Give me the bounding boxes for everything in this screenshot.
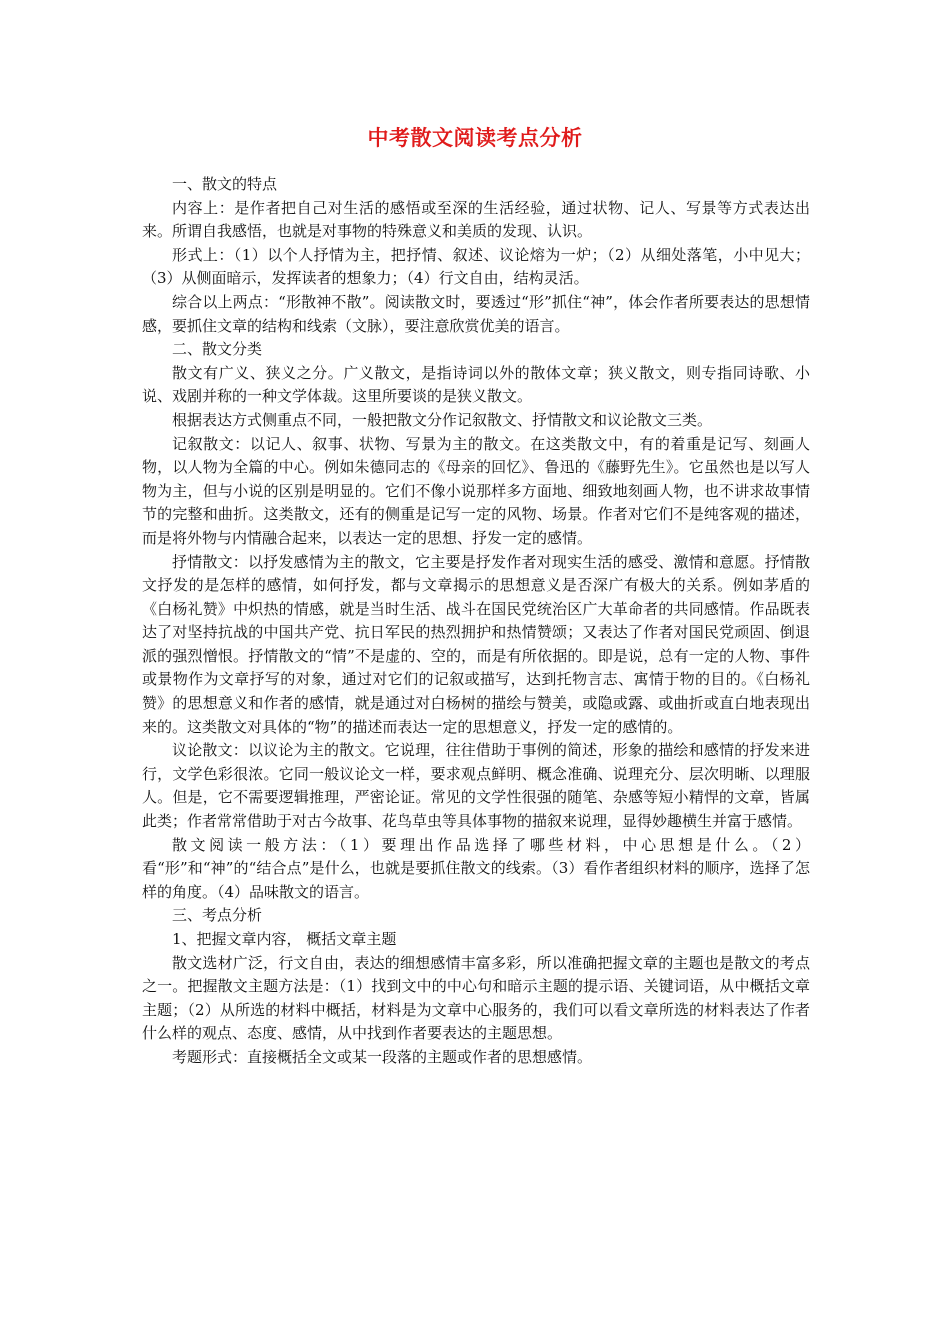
page-title: 中考散文阅读考点分析 <box>367 126 583 150</box>
paragraph-content: 内容上：是作者把自己对生活的感悟或至深的生活经验，通过状物、记人、写景等方式表达出来。所谓自我感悟，也就是对事物的特殊意义和美质的发现、认识。 <box>142 198 810 241</box>
paragraph-form: 形式上：（1）以个人抒情为主，把抒情、叙述、议论熔为一炉；（2）从细处落笔，小中见大；（3）从侧面暗示，发挥读者的想象力；（4）行文自由，结构灵活。 <box>142 245 810 288</box>
paragraph-lyrical-prose: 抒情散文：以抒发感情为主的散文，它主要是抒发作者对现实生活的感受、激情和意愿。抒情散文抒发的是怎样的感情，如何抒发，都与文章揭示的思想意义是否深广有极大的关系。例如茅盾的《白杨礼赞》中炽热的情感，就是当时生活、战斗在国民党统治区广大革命者的共同感情。作品既表达了对坚持抗战的中国共产党、抗日军民的热烈拥护和热情赞颂；又表达了作者对国民党顽固、倒退派的强烈憎恨。抒情散文的“情”不是虚的、空的，而是有所依据的。即是说，总有一定的人物、事件或景物作为文章抒写的对象，通过对它们的记叙或描写，达到托物言志、寓情于物的目的。《白杨礼赞》的思想意义和作者的感情，就是通过对白杨树的描绘与赞美，或隐或露、或曲折或直白地表现出来的。这类散文对具体的“物”的描述而表达一定的思想意义，抒发一定的感情的。 <box>142 552 810 736</box>
document-body <box>142 173 810 1070</box>
paragraph-summary: 综合以上两点：“形散神不散”。阅读散文时，要透过“形”抓住“神”，体会作者所要表达的思想情感，要抓住文章的结构和线索（文脉），要注意欣赏优美的语言。 <box>142 292 810 335</box>
section-heading-features: 一、散文的特点 <box>172 175 278 193</box>
paragraph-three-types: 根据表达方式侧重点不同，一般把散文分作记叙散文、抒情散文和议论散文三类。 <box>172 410 713 429</box>
paragraph-question-form: 考题形式：直接概括全文或某一段落的主题或作者的思想感情。 <box>172 1047 593 1066</box>
paragraph-argumentative-prose: 议论散文：以议论为主的散文。它说理，往往借助于事例的简述，形象的描绘和感情的抒发来进行，文学色彩很浓。它同一般议论文一样，要求观点鲜明、概念准确、说理充分、层次明晰、以理服人。但是，它不需要逻辑推理，严密论证。常见的文学性很强的随笔、杂感等短小精悍的文章，皆属此类；作者常常借助于对古今故事、花鸟草虫等具体事物的描叙来说理，显得妙趣横生并富于感情。 <box>142 741 810 831</box>
paragraph-reading-method: 散文阅读一般方法：（1）要理出作品选择了哪些材料，中心思想是什么。（2）看“形”和“神”的“结合点”是什么，也就是要抓住散文的线索。（3）看作者组织材料的顺序，选择了怎样的角度。（4）品味散文的语言。 <box>142 835 810 901</box>
paragraph-broad-narrow: 散文有广义、狭义之分。广义散文，是指诗词以外的散体文章；狭义散文，则专指同诗歌、小说、戏剧并称的一种文学体裁。这里所要谈的是狭义散文。 <box>142 363 810 406</box>
section-heading-analysis: 三、考点分析 <box>172 906 263 925</box>
subheading-grasp-content: 1、把握文章内容， 概括文章主题 <box>172 930 397 948</box>
paragraph-narrative-prose: 记叙散文：以记人、叙事、状物、写景为主的散文。在这类散文中，有的着重是记写、刻画人物，以人物为全篇的中心。例如朱德同志的《母亲的回忆》、鲁迅的《藤野先生》。它虽然也是以写人物为主，但与小说的区别是明显的。它们不像小说那样多方面地、细致地刻画人物，也不讲求故事情节的完整和曲折。这类散文，还有的侧重是记写一定的风物、场景。作者对它们不是纯客观的描述，而是将外物与内情融合起来，以表达一定的思想、抒发一定的感情。 <box>142 434 810 547</box>
paragraph-theme-method: 散文选材广泛，行文自由，表达的细想感情丰富多彩，所以准确把握文章的主题也是散文的考点之一。把握散文主题方法是：（1）找到文中的中心句和暗示主题的提示语、关键词语，从中概括文章主题；（2）从所选的材料中概括，材料是为文章中心服务的，我们可以看文章所选的材料表达了作者什么样的观点、态度、感情，从中找到作者要表达的主题思想。 <box>142 953 810 1043</box>
section-heading-classification: 二、散文分类 <box>172 340 263 359</box>
